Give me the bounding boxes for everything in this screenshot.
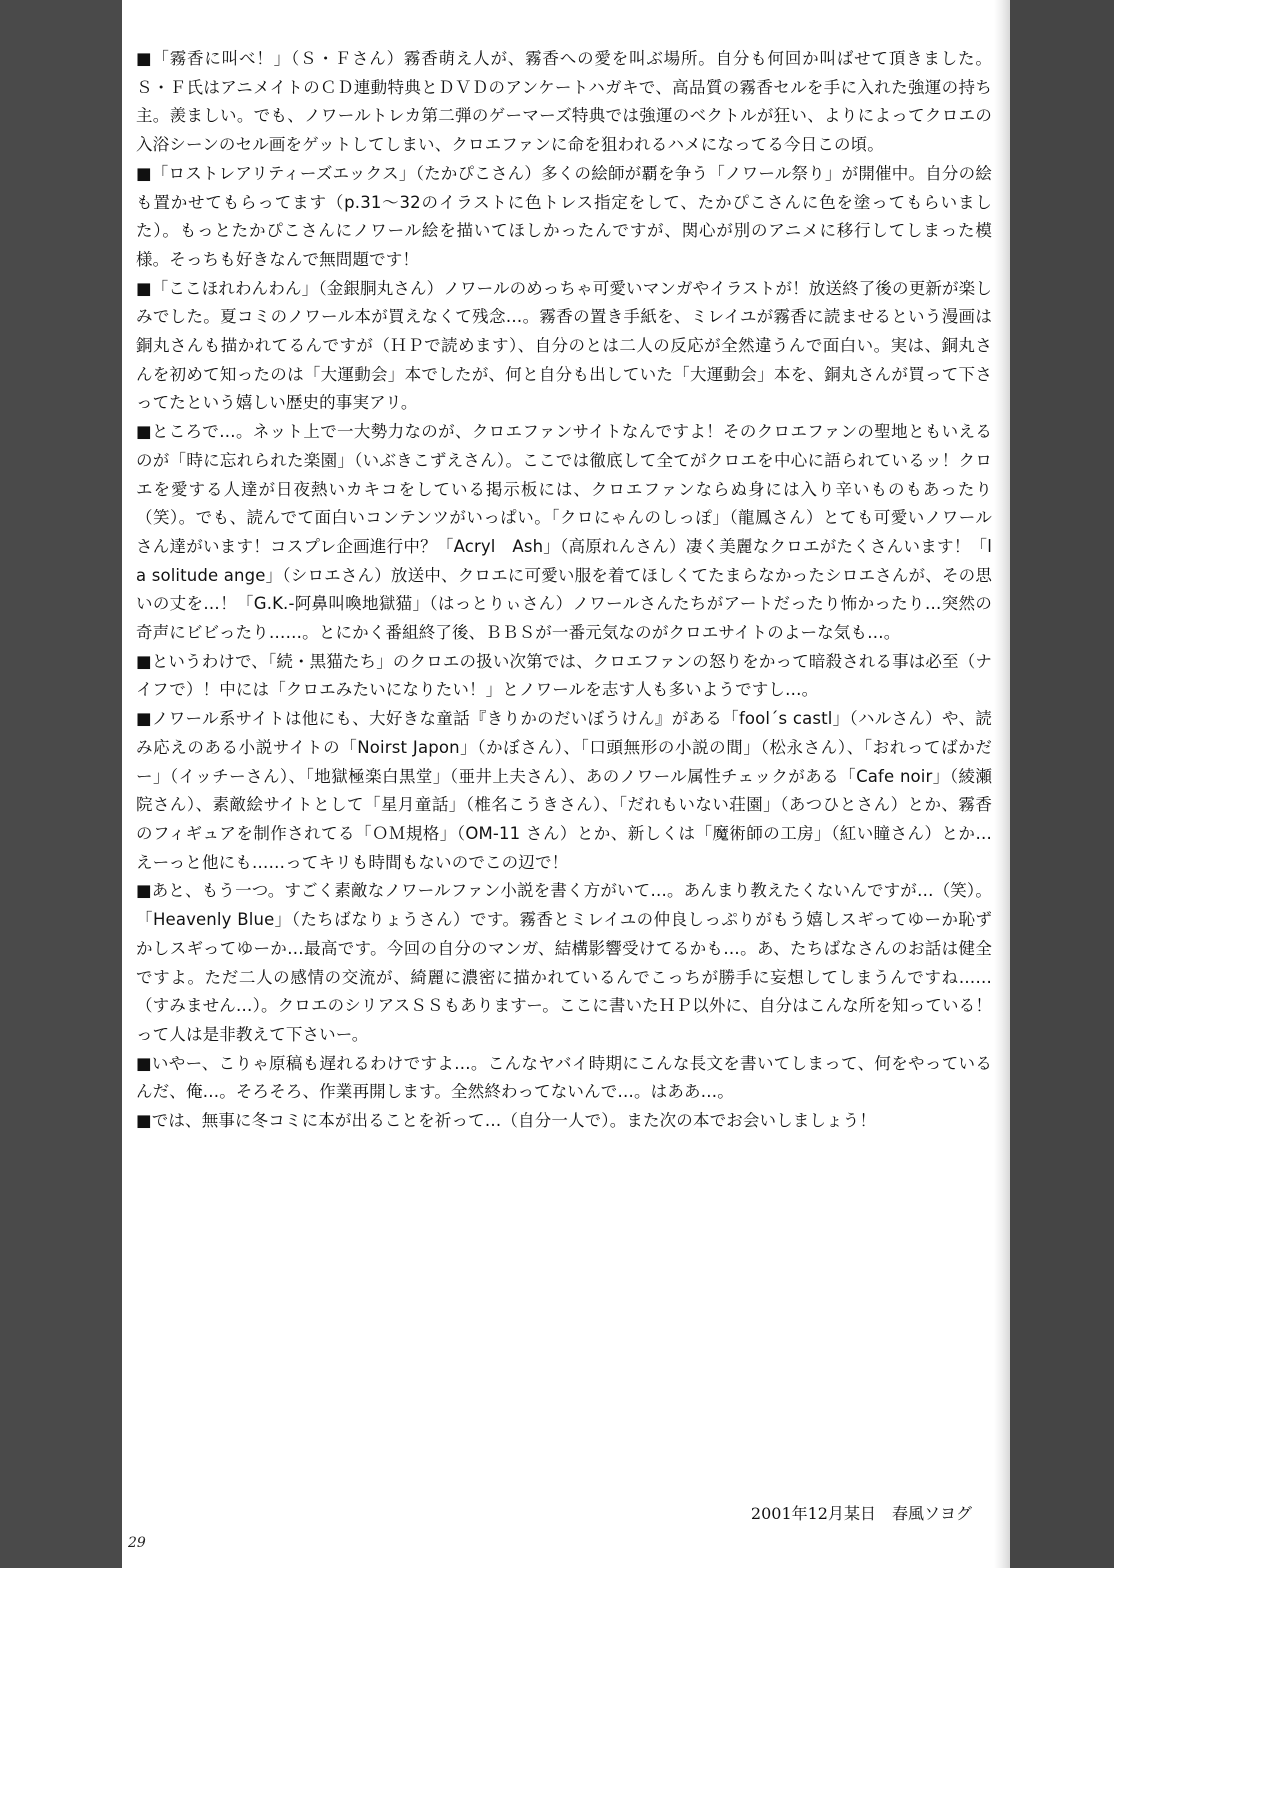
paragraph-kirika-sakebe: ■「霧香に叫べ！」（Ｓ・Ｆさん）霧香萌え人が、霧香への愛を叫ぶ場所。自分も何回か叫ばせて頂きました。Ｓ・Ｆ氏はアニメイトのＣＤ連動特典とＤＶＤのアンケートハガキで、高品質の霧香セルを手に入れた強運の持ち主。羨ましい。でも、ノワールトレカ第二弾のゲーマーズ特典では強運のベクトルが狂い、よりによってクロエの入浴シーンのセル画をゲットしてしまい、クロエファンに命を狙われるハメになってる今日この頃。 [136, 49, 992, 155]
paragraph-other-noir-sites: ■ノワール系サイトは他にも、大好きな童話『きりかのだいぼうけん』がある「fool´s castl」（ハルさん）や、読み応えのある小説サイトの「Noirst Japon」（かぼさん）、「口頭無形の小説の間」（松永さん）、「おれってばかだー」（イッチーさん）、「地獄極楽白黒堂」（亜井上夫さん）、あのノワール属性チェックがある「Cafe noir」（綾瀬院さん）、素敵絵サイトとして「星月童話」（椎名こうきさん）、「だれもいない荘園」（あつひとさん）とか、霧香のフィギュアを制作されてる「ＯＭ規格」（OM-11 さん）とか、新しくは「魔術師の工房」（紅い瞳さん）とか…えーっと他にも……ってキリも時間もないのでこの辺で！ [136, 709, 992, 872]
document-page [122, 0, 994, 1568]
paragraph-kokohore-wanwan: ■「ここほれわんわん」（金銀胴丸さん）ノワールのめっちゃ可愛いマンガやイラストが！放送終了後の更新が楽しみでした。夏コミのノワール本が買えなくて残念…。霧香の置き手紙を、ミレイユが霧香に読ませるという漫画は銅丸さんも描かれてるんですが（ＨＰで読めます）、自分のとは二人の反応が全然違うんで面白い。実は、銅丸さんを初めて知ったのは「大運動会」本でしたが、何と自分も出していた「大運動会」本を、銅丸さんが買って下さってたという嬉しい歴史的事実アリ。 [136, 278, 992, 413]
paragraph-heavenly-blue: ■あと、もう一つ。すごく素敵なノワールファン小説を書く方がいて…。あんまり教えたくないんですが…（笑）。「Heavenly Blue」（たちばなりょうさん）です。霧香とミレイユの仲良しっぷりがもう嬉しスギってゆーか恥ずかしスギってゆーか…最高です。今回の自分のマンガ、結構影響受けてるかも…。あ、たちばなさんのお話は健全ですよ。ただ二人の感情の交流が、綺麗に濃密に描かれているんでこっちが勝手に妄想してしまうんですね……（すみません…）。クロエのシリアスＳＳもありますー。ここに書いたＨＰ以外に、自分はこんな所を知っている！って人は是非教えて下さいー。 [136, 881, 992, 1044]
scan-left-shadow [0, 0, 122, 1568]
paragraph-zoku-kuroneko: ■というわけで、「続・黒猫たち」のクロエの扱い次第では、クロエファンの怒りをかって暗殺される事は必至（ナイフで）！中には「クロエみたいになりたい！」とノワールを志す人も多いようですし…。 [136, 651, 992, 700]
article-body [136, 45, 992, 1136]
page-number: 29 [128, 1535, 146, 1551]
paragraph-chloe-fansites: ■ところで…。ネット上で一大勢力なのが、クロエファンサイトなんですよ！そのクロエファンの聖地ともいえるのが「時に忘れられた楽園」（いぶきこずえさん）。ここでは徹底して全てがクロエを中心に語られているッ！クロエを愛する人達が日夜熱いカキコをしている掲示板には、クロエファンならぬ身には入り辛いものもあったり（笑）。でも、読んでて面白いコンテンツがいっぱい。「クロにゃんのしっぽ」（龍鳳さん）とても可愛いノワールさん達がいます！コスプレ企画進行中？「Acryl Ash」（高原れんさん）凄く美麗なクロエがたくさんいます！「la solitude ange」（シロエさん）放送中、クロエに可愛い服を着てほしくてたまらなかったシロエさんが、その思いの丈を…！「G.K.‐阿鼻叫喚地獄猫」（はっとりぃさん）ノワールさんたちがアートだったり怖かったり…突然の奇声にビビったり……。とにかく番組終了後、ＢＢＳが一番元気なのがクロエサイトのよーな気も…。 [136, 422, 992, 643]
paragraph-lost-realities: ■「ロストレアリティーズエックス」（たかぴこさん）多くの絵師が覇を争う「ノワール祭り」が開催中。自分の絵も置かせてもらってます（p.31～32のイラストに色トレス指定をして、たかぴこさんに色を塗ってもらいました）。もっとたかぴこさんにノワール絵を描いてほしかったんですが、関心が別のアニメに移行してしまった模様。そっちも好きなんで無問題です！ [136, 163, 992, 269]
date-signature: 2001年12月某日 春風ソヨグ [750, 1504, 972, 1523]
page-right-edge [994, 0, 1010, 1568]
paragraph-manuscript-late: ■いやー、こりゃ原稿も遅れるわけですよ…。こんなヤバイ時期にこんな長文を書いてしまって、何をやっているんだ、俺…。そろそろ、作業再開します。全然終わってないんで…。はああ…。 [136, 1053, 992, 1102]
scan-right-shadow [1010, 0, 1114, 1568]
paragraph-winter-comiket: ■では、無事に冬コミに本が出ることを祈って…（自分一人で）。また次の本でお会いしましょう！ [136, 1111, 877, 1131]
